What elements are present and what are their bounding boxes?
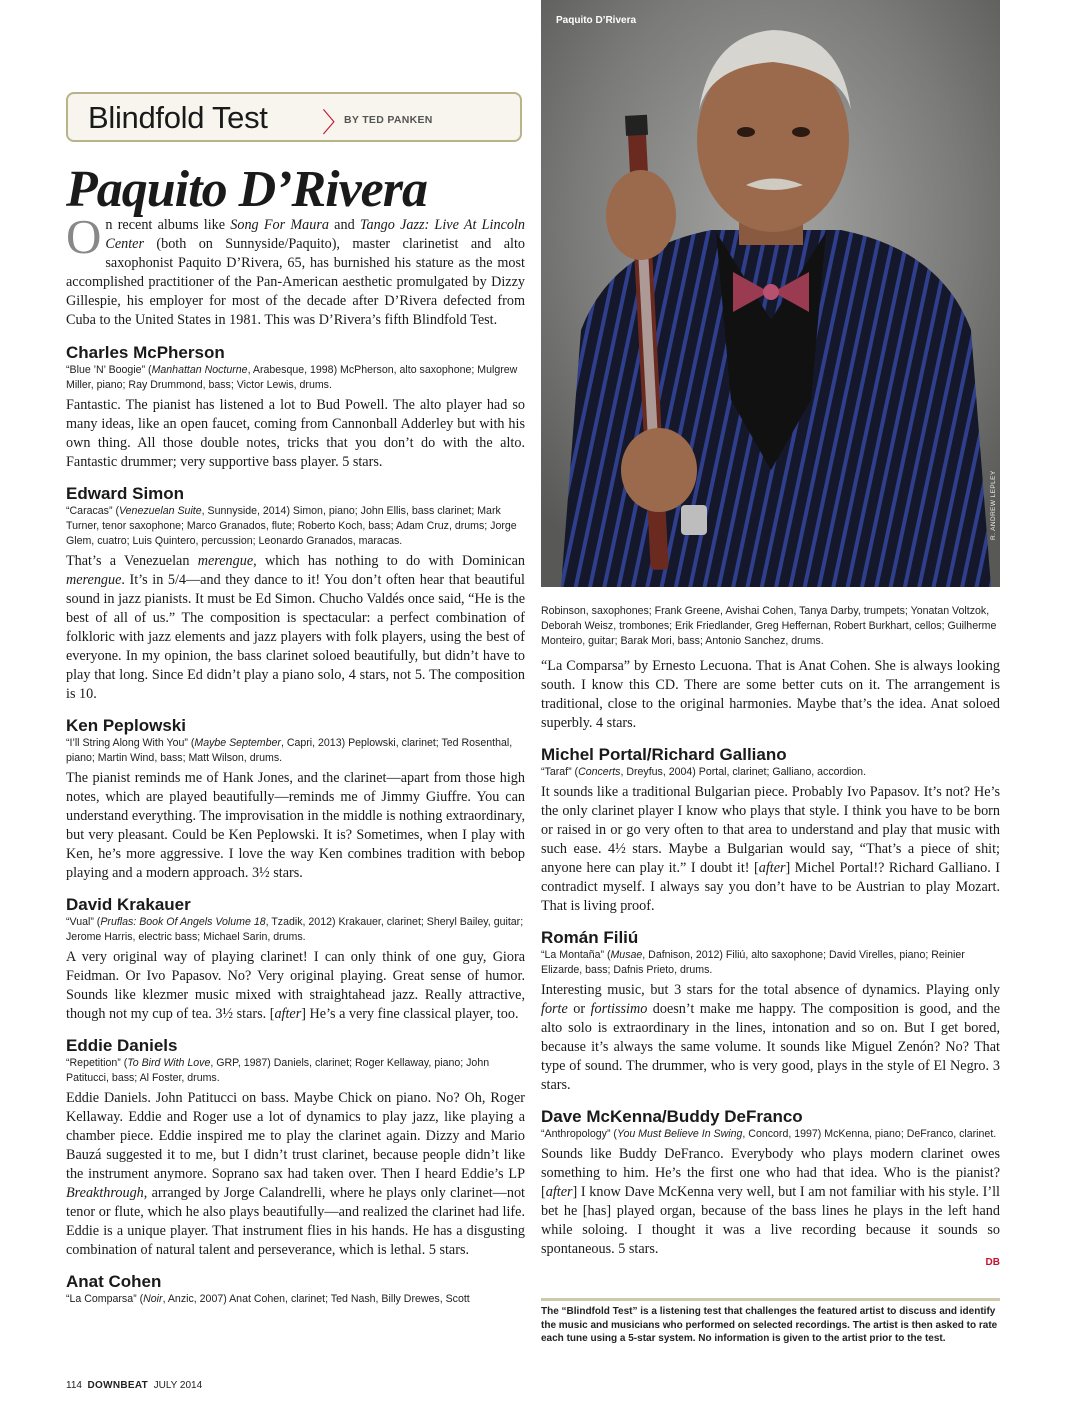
left-column: [66, 209, 525, 1310]
byline: BY TED PANKEN: [344, 114, 433, 126]
magazine-name: DOWNBEAT: [87, 1380, 149, 1391]
artist-heading: Michel Portal/Richard Galliano: [541, 745, 787, 764]
artist-heading: Dave McKenna/Buddy DeFranco: [541, 1107, 803, 1126]
artist-heading: Edward Simon: [66, 484, 185, 503]
review-text: “La Comparsa” by Ernesto Lecuona. That is Anat Cohen. She is always looking south. I know this CD. There are some better cuts on it. The arrangement is traditional, close to the original harmonies. Maybe that’s the idea. Anat soloed superbly. 4 stars.: [541, 658, 1000, 731]
chevron-right-icon: 〉: [322, 108, 349, 139]
intro-paragraph: On recent albums like Song For Maura and Tango Jazz: Live At Lincoln Center (both on Sunnyside/Paquito), master clarinetist and alto saxophonist Paquito D’Rivera, 65, has burnished his stature as the most accomplished practitioner of the Pan-American aesthetic promulgated by Dizzy Gillespie, his employer for most of the decade after D’Rivera defected from Cuba to the United States in 1981. This was D’Rivera’s fifth Blindfold Test.: [66, 209, 525, 328]
blindfold-test-note: The “Blindfold Test” is a listening test that challenges the featured artist to discuss and identify the music and musicians who performed on selected recordings. The artist is then asked to rate each tune using a 5-star system. No information is given to the artist prior to the test.: [541, 1306, 998, 1344]
artist-heading: Charles McPherson: [66, 343, 225, 362]
end-mark: DB: [985, 1257, 1000, 1268]
page-number: 114: [66, 1380, 82, 1391]
photo-label: Paquito D’Rivera: [556, 15, 637, 26]
artist-heading: Ken Peplowski: [66, 716, 186, 735]
issue-date: JULY 2014: [153, 1380, 203, 1391]
review-peplowski: [66, 715, 525, 883]
track-caption: “Caracas” (Venezuelan Suite, Sunnyside, 2014) Simon, piano; John Ellis, bass clarinet; Mark Turner, tenor saxophone; Marco Granados, flute; Roberto Koch, bass; Adam Cruz, drums; Jorge Glem, cuatro; Luis Quintero, percussion; Leonardo Granados, maracas.: [66, 505, 517, 547]
artist-heading: Eddie Daniels: [66, 1036, 178, 1055]
review-simon: [66, 483, 525, 704]
track-caption: “Repetition” (To Bird With Love, GRP, 1987) Daniels, clarinet; Roger Kellaway, piano; John Patitucci, bass; Al Foster, drums.: [66, 1057, 490, 1084]
photo-credit: R. ANDREW LEPLEY: [990, 470, 997, 540]
review-daniels: [66, 1035, 525, 1260]
blindfold-test-header: [66, 92, 522, 142]
review-text: Sounds like Buddy DeFranco. Everybody who plays modern clarinet owes something to him. He’s the first one who had that idea. Who is the pianist? [after] I know Dave McKenna very well, but I am not familiar with his style. I’ll bet he [has] played organ, because of the bass lines he plays in the left hand while soloing. I thought it was a live recording because it sounds so spontaneous. 5 stars.: [541, 1146, 1000, 1257]
review-text: It sounds like a traditional Bulgarian piece. Probably Ivo Papasov. It’s not? He’s the only clarinet player I know who plays that style. I think you have to be born or raised in or go very often to that area to understand and play that music with such ease. 4½ stars. Maybe a Bulgarian would say, “That’s a piece of shit; anyone here can play it.” I doubt it! [after] Michel Portal!? Richard Galliano. I contradict myself. I always say you don’t have to be Austrian to play Mozart. That is living proof.: [541, 784, 1000, 914]
review-text: Interesting music, but 3 stars for the total absence of dynamics. Playing only forte or fortissimo doesn’t make me happy. The composition is good, and the alto solo is extraordinary in the lines, intonation and so on. But I get bored, because it’s always the same volume. It sounds like Miguel Zenón? No? That type of sound. The drummer, who is very good, plays in the style of El Negro. 3 stars.: [541, 982, 1001, 1093]
review-cohen-start: [66, 1271, 525, 1307]
track-caption: “Taraf” (Concerts, Dreyfus, 2004) Portal, clarinet; Galliano, accordion.: [541, 766, 867, 778]
column-title: Blindfold Test: [88, 100, 268, 135]
article-title: Paquito D’Rivera: [66, 161, 427, 218]
artist-photo-illustration: [541, 0, 1000, 587]
review-cohen-cont: [541, 604, 1000, 733]
review-text: Fantastic. The pianist has listened a lot to Bud Powell. The alto player had so many ideas, like an open faucet, coming from Cannonball Adderley but with his own thing. All those double notes, tricks that you don’t do with the alto. Fantastic drummer; very supportive bass player. 5 stars.: [66, 397, 525, 470]
right-column: [541, 604, 1000, 1270]
track-caption: “La Comparsa” (Noir, Anzic, 2007) Anat Cohen, clarinet; Ted Nash, Billy Drewes, Scott: [66, 1293, 470, 1305]
review-filiu: [541, 927, 1000, 1095]
review-text: The pianist reminds me of Hank Jones, and the clarinet—apart from those high notes, which are played beautifully—reminds me of Jimmy Giuffre. You can understand everything. The improvisation in the middle is nothing extraordinary, but very pleasant. Could be Ken Peplowski. It is? Sometimes, when I play with Ken, he’s more aggressive. I love the way Ken combines tradition with bebop playing and a modern approach. 3½ stars.: [66, 770, 525, 881]
review-portal: [541, 744, 1000, 916]
review-mcpherson: [66, 342, 525, 472]
track-caption: “I’ll String Along With You” (Maybe September, Capri, 2013) Peplowski, clarinet; Ted Rosenthal, piano; Martin Wind, bass; Matt Wilson, drums.: [66, 737, 513, 764]
review-krakauer: [66, 894, 525, 1024]
artist-heading: Román Filiú: [541, 928, 639, 947]
review-mckenna: [541, 1106, 1000, 1268]
track-caption: “La Montaña” (Musae, Dafnison, 2012) Filiú, alto saxophone; David Virelles, piano; Reinier Elizarde, bass; Dafnis Prieto, drums.: [541, 949, 965, 976]
drop-cap: O: [66, 209, 102, 264]
artist-heading: Anat Cohen: [66, 1272, 162, 1291]
review-text: Eddie Daniels. John Patitucci on bass. Maybe Chick on piano. No? Oh, Roger Kellaway. Eddie and Roger use a lot of dynamics to play jazz, like playing a chamber piece. Eddie inspired me to play the clarinet again. Dizzy and Mario Bauzá suggested it to me, but I didn’t trust clarinet, because people didn’t like the instrument anymore. Soprano sax had taken over. Then I heard Eddie’s LP Breakthrough, arranged by Jorge Calandrelli, where he plays only clarinet—not tenor or flute, which he also plays beautifully—and realized the clarinet had life. Eddie is a unique player. That instrument flies in his hands. He has a disgusting combination of natural talent and perseverance, which is lethal. 5 stars.: [66, 1090, 525, 1258]
artist-photo: [541, 0, 1000, 587]
track-caption: “Anthropology” (You Must Believe In Swing, Concord, 1997) McKenna, piano; DeFranco, clarinet.: [541, 1128, 997, 1140]
page-footer: [66, 1380, 202, 1391]
track-caption: “Blue ’N’ Boogie” (Manhattan Nocturne, Arabesque, 1998) McPherson, alto saxophone; Mulgrew Miller, piano; Ray Drummond, bass; Victor Lewis, drums.: [66, 364, 518, 391]
review-text: That’s a Venezuelan merengue, which has nothing to do with Dominican merengue. It’s in 5/4—and they dance to it! You don’t often hear that beautiful sound in jazz pianists. It must be Ed Simon. Chucho Valdés once said, “He is the best of all of us.” The composition is spectacular: a perfect combination of folkloric with jazz elements and jazz players with folk players, using the best of everyone. In my opinion, the bass clarinet soloed beautifully, but didn’t have to play that long. Since Ed didn’t play a piano solo, 4 stars, not 5. The composition is 10.: [66, 553, 525, 702]
review-text: A very original way of playing clarinet! I can only think of one guy, Giora Feidman. Or Ivo Papasov. No? Very original playing. Great sense of humor. Sounds like klezmer music mixed with straightahead jazz. Really attractive, though not my cup of tea. 3½ stars. [after] He’s a very fine classical player, too.: [66, 949, 525, 1022]
note-divider: [541, 1298, 1000, 1301]
track-caption-continued: Robinson, saxophones; Frank Greene, Avishai Cohen, Tanya Darby, trumpets; Yonatan Voltzok, Deborah Weisz, trombones; Erik Friedlander, Greg Heffernan, Robert Burkhart, cellos; Guilherme Monteiro, guitar; Barak Mori, bass; Antonio Sanchez, drums.: [541, 605, 997, 647]
artist-heading: David Krakauer: [66, 895, 191, 914]
track-caption: “Vual” (Pruflas: Book Of Angels Volume 18, Tzadik, 2012) Krakauer, clarinet; Sheryl Bailey, guitar; Jerome Harris, electric bass; Michael Sarin, drums.: [66, 916, 524, 943]
